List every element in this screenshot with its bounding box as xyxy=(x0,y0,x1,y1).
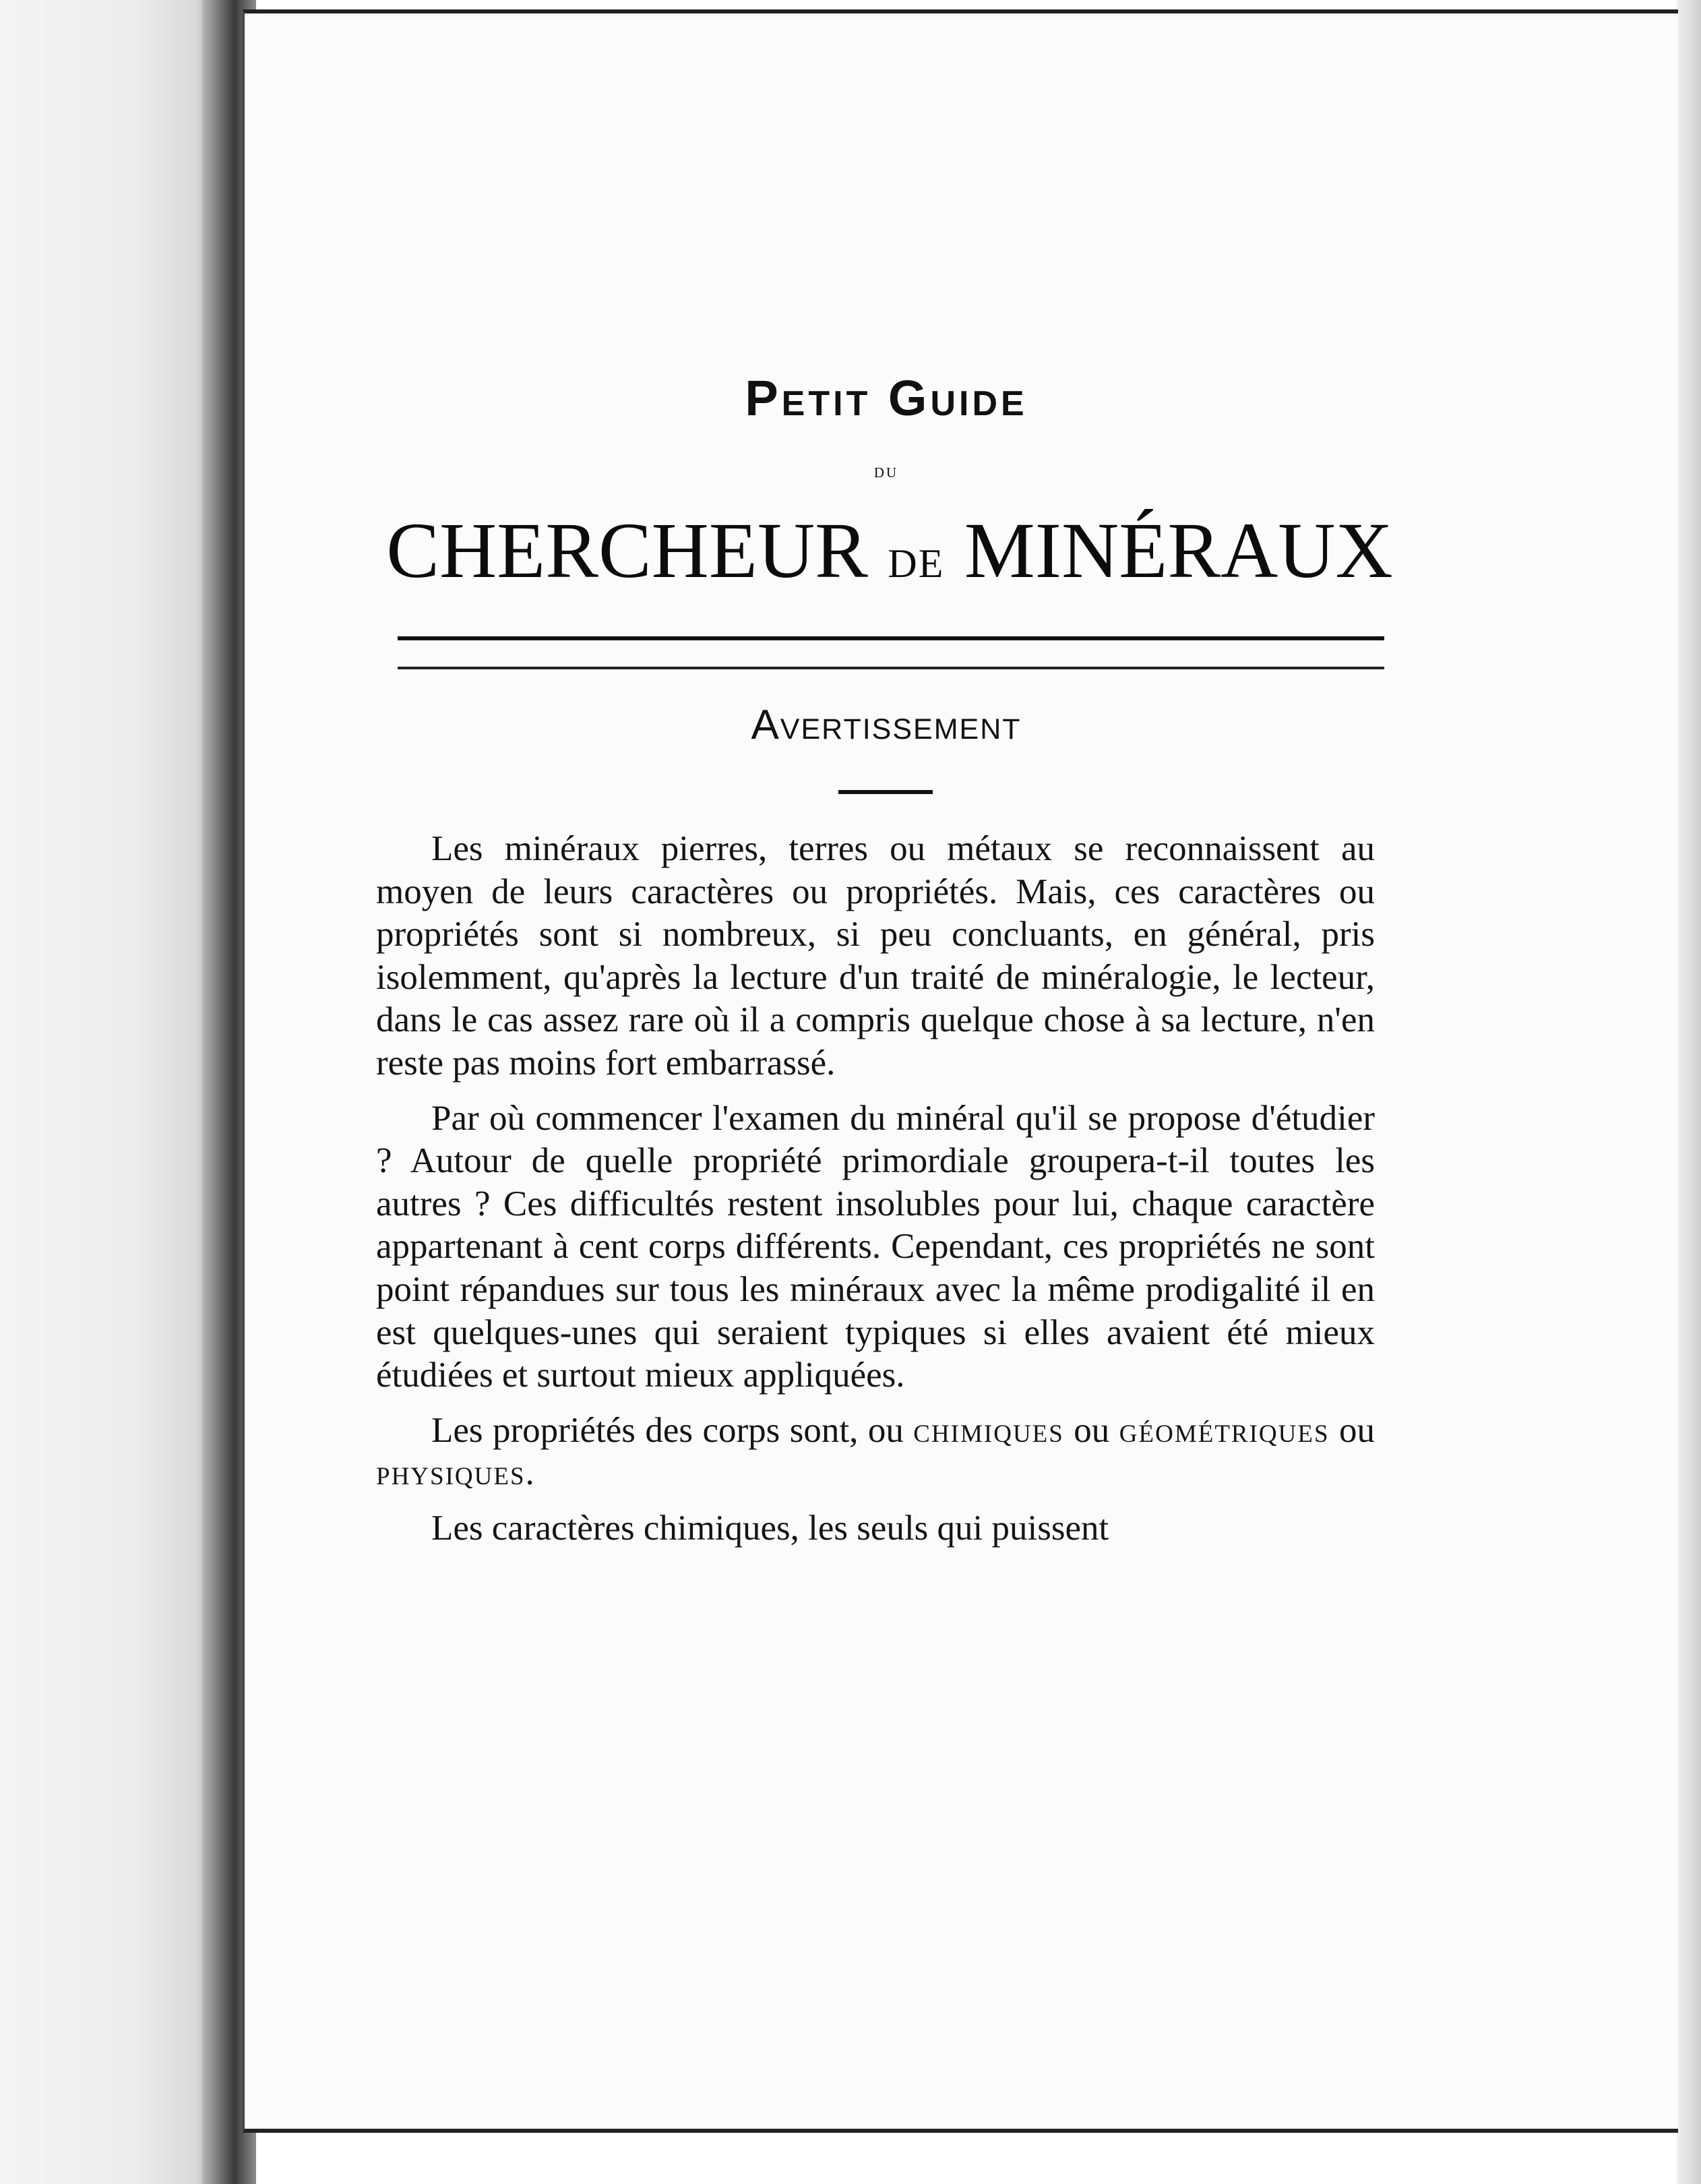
term-chimiques: chimiques xyxy=(913,1410,1064,1450)
title-line-1: Petit Guide xyxy=(745,370,1028,426)
section-heading xyxy=(374,701,1398,749)
term-geometriques: géométriques xyxy=(1119,1410,1330,1450)
paragraph-3-before: Les propriétés des corps sont, ou xyxy=(431,1410,914,1450)
paragraph-3-mid-1: ou xyxy=(1063,1410,1119,1450)
paragraph-2: Par où commencer l'examen du minéral qu'il se propose d'étudier ? Autour de quelle propriété primordiale groupera-t-il toutes les autres ? Ces difficultés restent insolubles pour lui, chaque caractère appartenant à cent corps différents. Cependant, ces propriétés ne sont point répandues sur tous les minéraux avec la même prodigalité il en est quelques-unes qui seraient typiques si elles avaient été mieux étudiées et surtout mieux appliquées. xyxy=(376,1098,1375,1395)
title-rule-thick xyxy=(398,636,1384,640)
main-title-part-1: CHERCHEUR xyxy=(386,506,868,595)
page-edge xyxy=(1677,0,1701,2184)
paragraph-3-after: . xyxy=(525,1453,534,1493)
body-text xyxy=(376,828,1375,1563)
left-blank-page xyxy=(0,0,229,2184)
main-title-part-2: MINÉRAUX xyxy=(964,506,1393,595)
title-line-2: du xyxy=(873,460,899,482)
term-physiques: physiques xyxy=(376,1453,526,1493)
main-title xyxy=(377,506,1402,595)
title-rule-thin xyxy=(398,667,1384,669)
paragraph-1: Les minéraux pierres, terres ou métaux se reconnaissent au moyen de leurs caractères ou propriétés. Mais, ces caractères ou propriétés sont si nombreux, si peu concluants, en général, pris isolemment, qu'après la lecture d'un traité de minéralogie, le lecteur, dans le cas assez rare où il a compris quelque chose à sa lecture, n'en reste pas moins fort embarrassé. xyxy=(376,829,1375,1083)
paragraph-4: Les caractères chimiques, les seuls qui puissent xyxy=(431,1508,1109,1548)
paragraph-3 xyxy=(376,1409,1375,1495)
main-title-connector: DE xyxy=(888,541,945,586)
section-heading-text: Avertissement xyxy=(751,702,1022,748)
paragraph-3-mid-2: ou xyxy=(1329,1410,1375,1450)
heading-rule xyxy=(838,790,933,794)
